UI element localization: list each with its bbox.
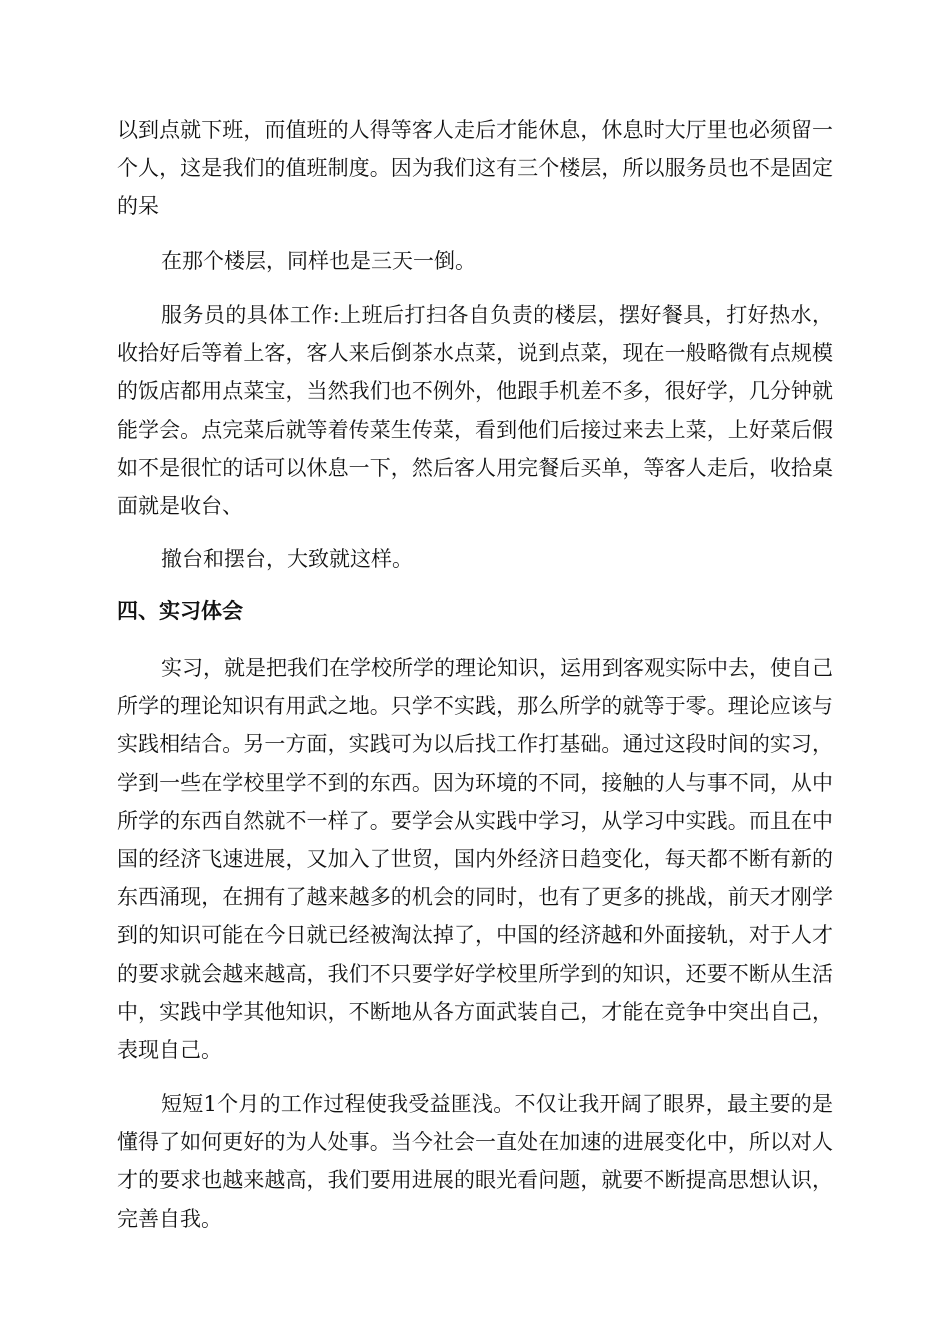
paragraph-internship-reflection: 实习，就是把我们在学校所学的理论知识，运用到客观实际中去，使自己所学的理论知识有用武之地。只学不实践，那么所学的就等于零。理论应该与实践相结合。另一方面，实践可为以后找工作打基础。通过这段时间的实习，学到一些在学校里学不到的东西。因为环境的不同，接触的人与事不同，从中所学的东西自然就不一样了。要学会从实践中学习，从学习中实践。而且在中国的经济飞速进展，又加入了世贸，国内外经济日趋变化，每天都不断有新的东西涌现，在拥有了越来越多的机会的同时，也有了更多的挑战，前天才刚学到的知识可能在今日就已经被淘汰掉了，中国的经济越和外面接轨，对于人才的要求就会越来越高，我们不只要学好学校里所学到的知识，还要不断从生活中，实践中学其他知识，不断地从各方面武装自己，才能在竞争中突出自己，表现自己。 (117, 656, 833, 1063)
paragraph-continued: 以到点就下班，而值班的人得等客人走后才能休息，休息时大厅里也必须留一个人，这是我们的值班制度。因为我们这有三个楼层，所以服务员也不是固定的呆 (117, 118, 833, 219)
paragraph-one-month-summary: 短短1个月的工作过程使我受益匪浅。不仅让我开阔了眼界，最主要的是懂得了如何更好的为人处事。当今社会一直处在加速的进展变化中，所以对人才的要求也越来越高，我们要用进展的眼光看问题，就要不断提高思想认识，完善自我。 (117, 1092, 833, 1231)
paragraph-table-setup: 撤台和摆台，大致就这样。 (161, 547, 413, 571)
paragraph-floor-rotation: 在那个楼层，同样也是三天一倒。 (161, 249, 476, 273)
paragraph-waiter-duties: 服务员的具体工作:上班后打扫各自负责的楼层，摆好餐具，打好热水，收拾好后等着上客，客人来后倒茶水点菜，说到点菜，现在一般略微有点规模的饭店都用点菜宝，当然我们也不例外，他跟手机差不多，很好学，几分钟就能学会。点完菜后就等着传菜生传菜，看到他们后接过来去上菜，上好菜后假如不是很忙的话可以休息一下，然后客人用完餐后买单，等客人走后，收拾桌面就是收台、 (117, 303, 833, 519)
section-heading: 四、实习体会 (117, 599, 243, 623)
